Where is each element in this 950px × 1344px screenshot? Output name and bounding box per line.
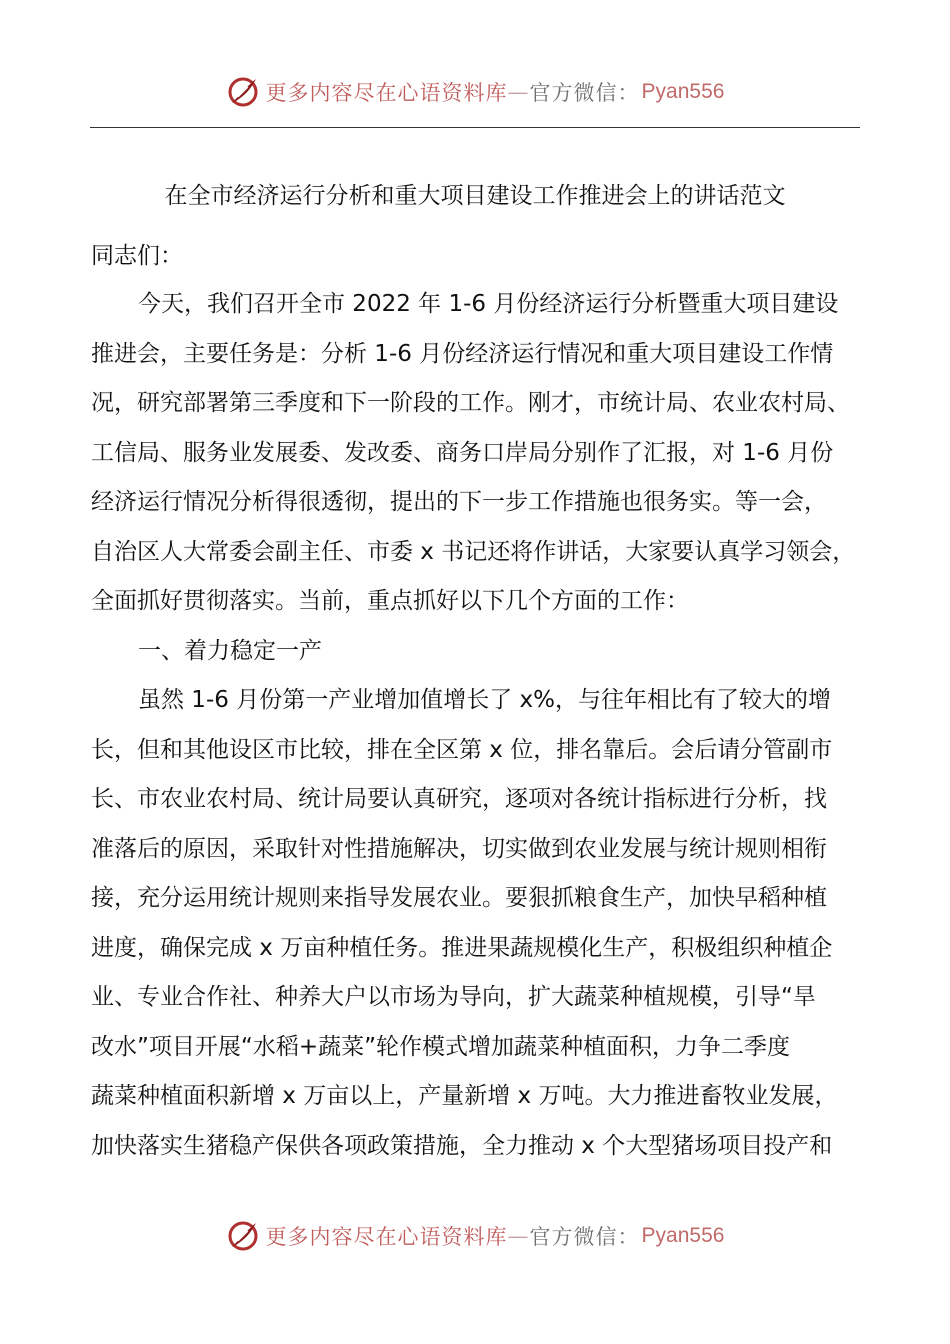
- document-title: 在全市经济运行分析和重大项目建设工作推进会上的讲话范文: [164, 183, 786, 209]
- header-watermark-text: 更多内容尽在心语资料库: [265, 81, 508, 105]
- paragraph-line: 推进会，主要任务是：分析 1-6 月份经济运行情况和重大项目建设工作情: [91, 341, 834, 367]
- paragraph-line: 蔬菜种植面积新增 x 万亩以上，产量新增 x 万吨。大力推进畜牧业发展，: [91, 1083, 838, 1109]
- paragraph-line: 长、市农业农村局、统计局要认真研究，逐项对各统计指标进行分析，找: [91, 786, 827, 812]
- paragraph-line: 自治区人大常委会副主任、市委 x 书记还将作讲话，大家要认真学习领会，: [91, 539, 856, 565]
- quill-logo-icon: [226, 1219, 260, 1253]
- quill-logo-icon: [226, 75, 260, 109]
- paragraph-line: 业、专业合作社、种养大户以市场为导向，扩大蔬菜种植规模，引导“旱: [91, 984, 816, 1010]
- section-heading: 一、着力稳定一产: [138, 638, 322, 664]
- paragraph-line: 经济运行情况分析得很透彻，提出的下一步工作措施也很务实。等一会，: [91, 489, 827, 515]
- footer-watermark: [0, 1214, 950, 1258]
- header-wechat-id: Pyan556: [641, 80, 725, 103]
- footer-watermark-text: 更多内容尽在心语资料库: [265, 1225, 508, 1249]
- paragraph-line: 长，但和其他设区市比较，排在全区第 x 位，排名靠后。会后请分管副市: [91, 737, 833, 763]
- paragraph-line: 况，研究部署第三季度和下一阶段的工作。刚才，市统计局、农业农村局、: [91, 390, 850, 416]
- header-watermark: [0, 70, 950, 114]
- paragraph-line: 改水”项目开展“水稻+蔬菜”轮作模式增加蔬菜种植面积，力争二季度: [91, 1034, 791, 1060]
- header-divider: [90, 127, 860, 128]
- footer-watermark-dash: —: [507, 1224, 530, 1248]
- paragraph-line: 接，充分运用统计规则来指导发展农业。要狠抓粮食生产，加快早稻种植: [91, 885, 827, 911]
- paragraph-line: 虽然 1-6 月份第一产业增加值增长了 x%，与往年相比有了较大的增: [138, 687, 831, 713]
- paragraph-line: 今天，我们召开全市 2022 年 1-6 月份经济运行分析暨重大项目建设: [138, 291, 839, 317]
- paragraph-line: 全面抓好贯彻落实。当前，重点抓好以下几个方面的工作：: [91, 588, 689, 614]
- salutation: 同志们：: [91, 243, 183, 269]
- header-watermark-dash: —: [507, 80, 530, 104]
- paragraph-line: 加快落实生猪稳产保供各项政策措施，全力推动 x 个大型猪场项目投产和: [91, 1133, 833, 1159]
- paragraph-line: 工信局、服务业发展委、发改委、商务口岸局分别作了汇报，对 1-6 月份: [91, 440, 834, 466]
- paragraph-line: 准落后的原因，采取针对性措施解决，切实做到农业发展与统计规则相衔: [91, 836, 827, 862]
- footer-wechat-id: Pyan556: [641, 1224, 725, 1247]
- header-wechat-label: 官方微信：: [529, 81, 640, 105]
- footer-wechat-label: 官方微信：: [529, 1225, 640, 1249]
- paragraph-line: 进度，确保完成 x 万亩种植任务。推进果蔬规模化生产，积极组织种植企: [91, 935, 833, 961]
